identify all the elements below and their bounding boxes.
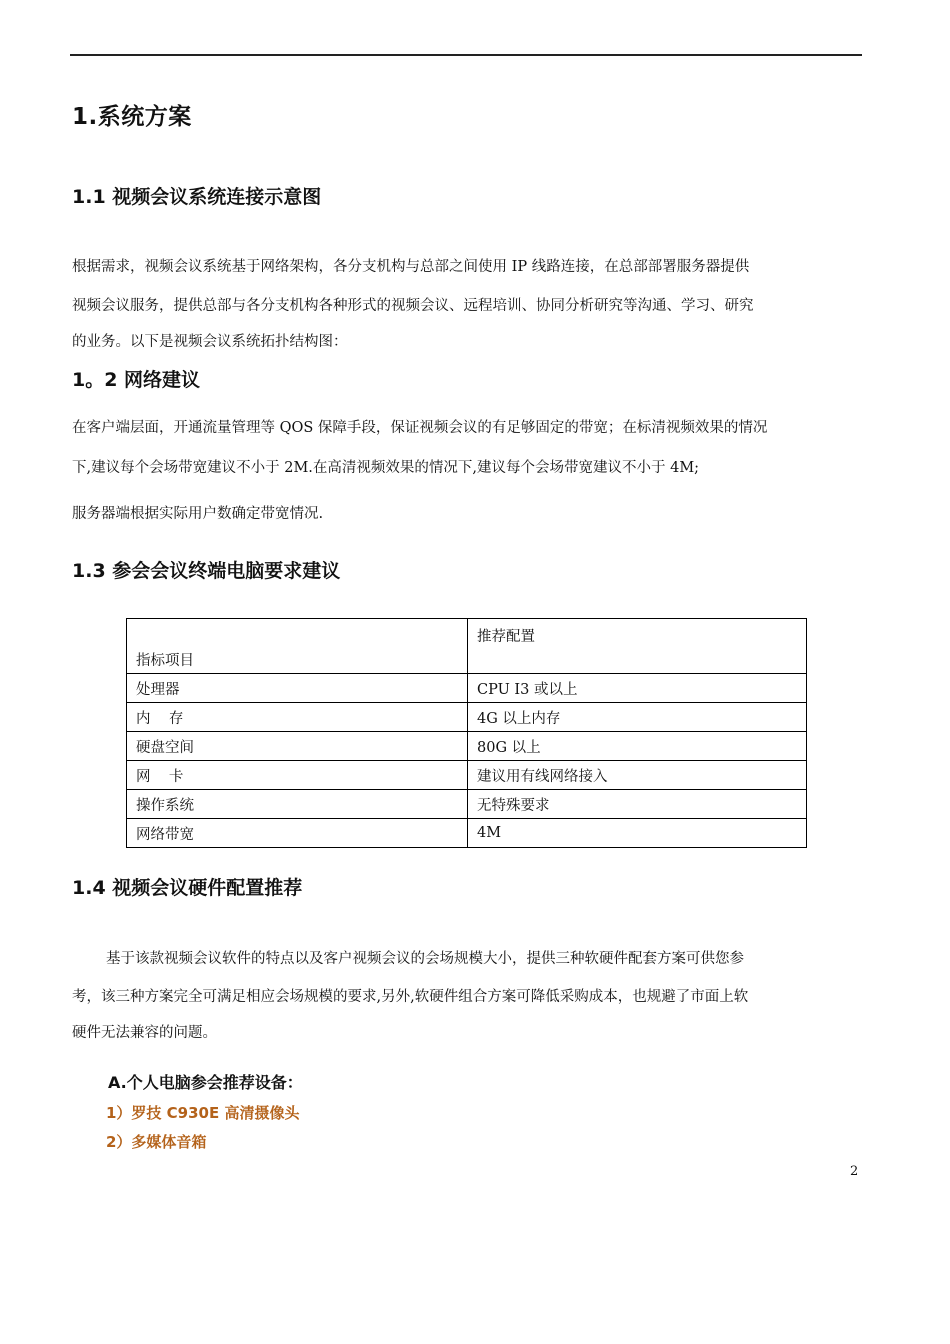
section-1-4-line-2: 考，该三种方案完全可满足相应会场规模的要求,另外,软硬件组合方案可降低采购成本，也规避了市面上软 <box>72 989 749 1005</box>
table-cell: 网 卡 <box>127 761 468 790</box>
table-cell: 硬盘空间 <box>127 732 468 761</box>
section-1-2-title: 1。2 网络建议 <box>72 369 201 391</box>
table-cell: 80G 以上 <box>468 732 807 761</box>
table-row <box>127 790 807 819</box>
device-item-2: 2）多媒体音箱 <box>106 1133 207 1151</box>
requirements-table <box>126 618 807 848</box>
table-header-cell: 指标项目 <box>127 619 468 674</box>
section-1-3-title: 1.3 参会会议终端电脑要求建议 <box>72 560 341 582</box>
table-cell: CPU I3 或以上 <box>468 674 807 703</box>
table-cell: 网络带宽 <box>127 819 468 848</box>
header-rule <box>70 54 862 56</box>
heading-main: 1.系统方案 <box>72 104 192 130</box>
table-cell: 无特殊要求 <box>468 790 807 819</box>
section-1-2-line-1: 在客户端层面，开通流量管理等 QOS 保障手段，保证视频会议的有足够固定的带宽；在标清视频效果的情况 <box>72 420 768 436</box>
device-subheading: A.个人电脑参会推荐设备： <box>108 1073 303 1092</box>
table-header-cell: 推荐配置 <box>468 619 807 674</box>
table-cell: 4G 以上内存 <box>468 703 807 732</box>
section-1-2-line-2: 下,建议每个会场带宽建议不小于 2M.在高清视频效果的情况下,建议每个会场带宽建议不小于 4M; <box>72 460 700 476</box>
section-1-1-line-1: 根据需求，视频会议系统基于网络架构，各分支机构与总部之间使用 IP 线路连接，在总部部署服务器提供 <box>72 259 750 275</box>
table-cell: 处理器 <box>127 674 468 703</box>
page-number: 2 <box>850 1164 859 1179</box>
table-row <box>127 732 807 761</box>
table-row <box>127 761 807 790</box>
section-1-2-server-line: 服务器端根据实际用户数确定带宽情况. <box>72 506 324 522</box>
section-1-1-line-3: 的业务。以下是视频会议系统拓扑结构图： <box>72 334 348 350</box>
section-1-4-line-1: 基于该款视频会议软件的特点以及客户视频会议的会场规模大小，提供三种软硬件配套方案可供您参 <box>106 951 744 967</box>
table-row <box>127 674 807 703</box>
table-row <box>127 819 807 848</box>
table-cell: 内 存 <box>127 703 468 732</box>
table-cell: 建议用有线网络接入 <box>468 761 807 790</box>
table-cell: 操作系统 <box>127 790 468 819</box>
section-1-1-line-2: 视频会议服务，提供总部与各分支机构各种形式的视频会议、远程培训、协同分析研究等沟通、学习、研究 <box>72 298 754 314</box>
device-item-1: 1）罗技 C930E 高清摄像头 <box>106 1104 300 1122</box>
section-1-1-title: 1.1 视频会议系统连接示意图 <box>72 186 322 208</box>
table-row <box>127 703 807 732</box>
table-header-row <box>127 619 807 674</box>
section-1-4-line-3: 硬件无法兼容的问题。 <box>72 1025 217 1041</box>
table-cell: 4M <box>468 819 807 848</box>
section-1-4-title: 1.4 视频会议硬件配置推荐 <box>72 877 303 899</box>
